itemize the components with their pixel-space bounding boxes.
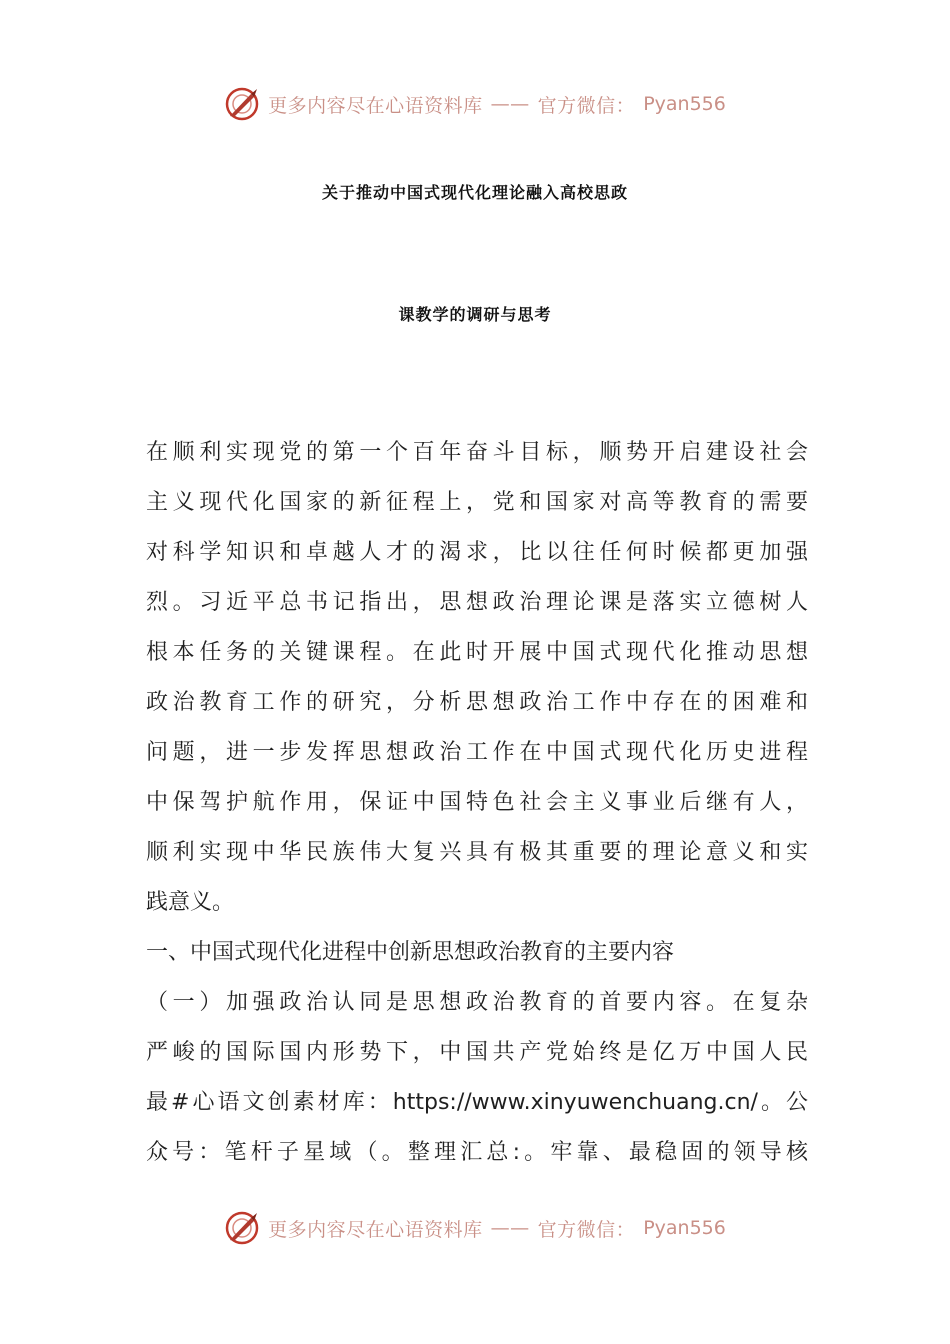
banner-wechat-label: 官方微信： — [537, 1218, 636, 1241]
banner-text: 更多内容尽在心语资料库 — [268, 94, 483, 117]
banner-wechat-id: Pyan556 — [643, 1217, 726, 1239]
header-watermark-banner — [0, 84, 950, 124]
footer-watermark-banner — [0, 1208, 950, 1248]
body-line: 践意义。 — [146, 890, 235, 915]
body-line: 烈。习近平总书记指出，思想政治理论课是落实立德树人 — [146, 590, 808, 615]
quill-logo-icon — [224, 86, 260, 122]
body-line: 政治教育工作的研究，分析思想政治工作中存在的困难和 — [146, 690, 808, 715]
banner-wechat-label: 官方微信： — [537, 94, 636, 117]
body-line: 顺利实现中华民族伟大复兴具有极其重要的理论意义和实 — [146, 840, 808, 865]
banner-dash: —— — [490, 93, 530, 115]
body-line: 根本任务的关键课程。在此时开展中国式现代化推动思想 — [146, 640, 808, 665]
doc-title-line-1: 关于推动中国式现代化理论融入高校思政 — [321, 183, 628, 202]
section-heading: 一、中国式现代化进程中创新思想政治教育的主要内容 — [146, 940, 675, 965]
doc-body — [146, 428, 808, 1178]
quill-logo-icon — [224, 1210, 260, 1246]
doc-title-line-2: 课教学的调研与思考 — [398, 305, 552, 324]
body-line: 中保驾护航作用，保证中国特色社会主义事业后继有人， — [146, 790, 808, 815]
body-line-with-url: 最#心语文创素材库：https://www.xinyuwenchuang.cn/。公 — [146, 1090, 808, 1115]
banner-dash: —— — [490, 1217, 530, 1239]
body-line: 主义现代化国家的新征程上，党和国家对高等教育的需要 — [146, 490, 808, 515]
body-line: 严峻的国际国内形势下，中国共产党始终是亿万中国人民 — [146, 1040, 808, 1065]
body-line: （一）加强政治认同是思想政治教育的首要内容。在复杂 — [146, 990, 808, 1015]
body-line: 问题，进一步发挥思想政治工作在中国式现代化历史进程 — [146, 740, 808, 765]
banner-text: 更多内容尽在心语资料库 — [268, 1218, 483, 1241]
body-line: 众号：笔杆子星域（。整理汇总:。牢靠、最稳固的领导核 — [146, 1140, 808, 1165]
body-line: 在顺利实现党的第一个百年奋斗目标，顺势开启建设社会 — [146, 440, 808, 465]
banner-wechat-id: Pyan556 — [643, 93, 726, 115]
body-line: 对科学知识和卓越人才的渴求，比以往任何时候都更加强 — [146, 540, 808, 565]
